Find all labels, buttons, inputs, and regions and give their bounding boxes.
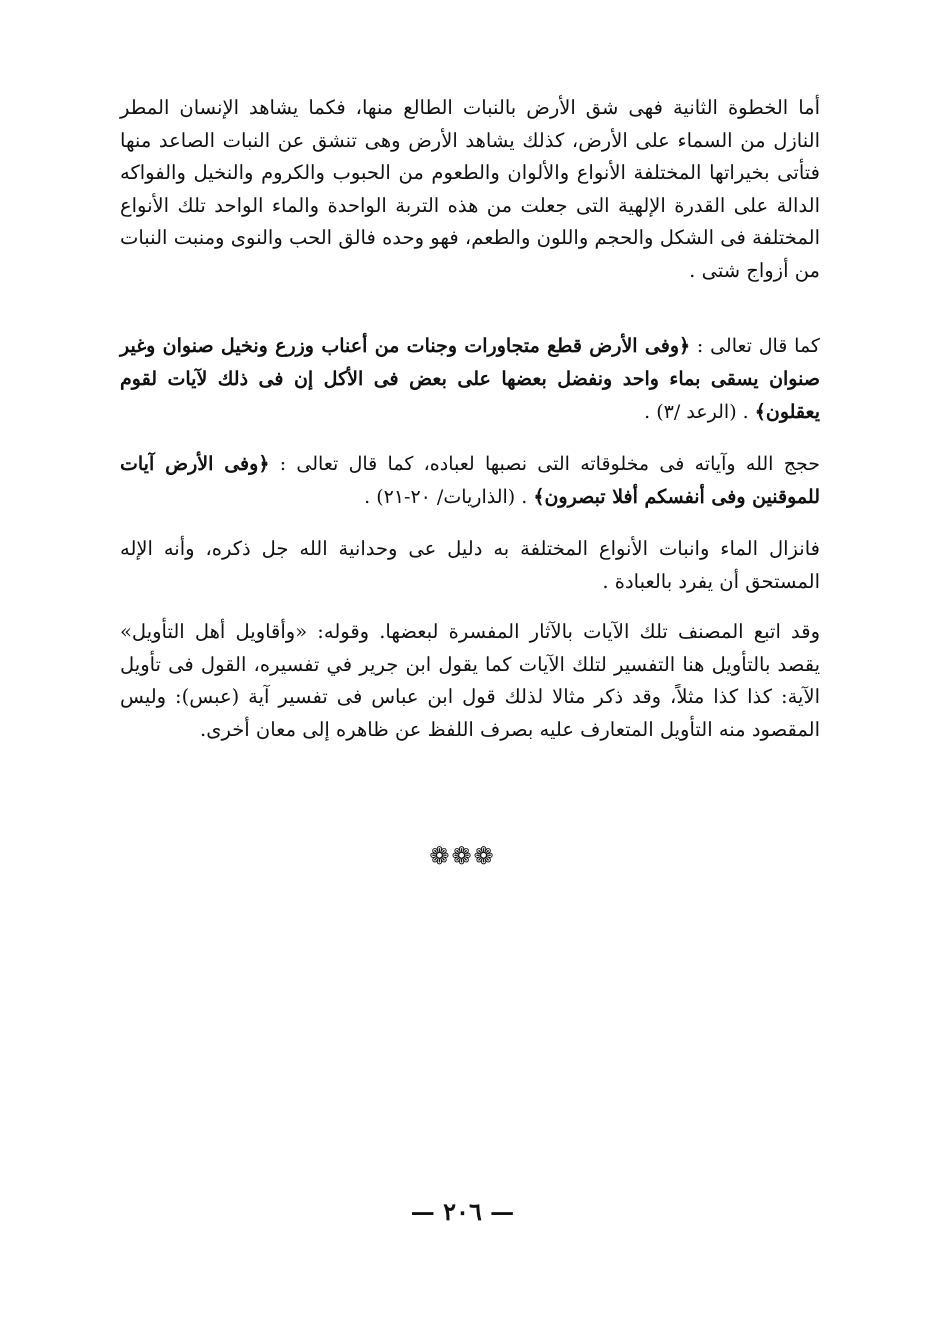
- verse-reference-raad: . (الرعد /٣) .: [644, 401, 749, 423]
- page-number: — ٢٠٦ —: [410, 1197, 515, 1226]
- paragraph-1: أما الخطوة الثانية فهى شق الأرض بالنبات الطالع منها، فكما يشاهد الإنسان المطر النازل من السماء على الأرض، كذلك يشاهد الأرض وهى تنشق عن النبات الصاعد منها فتأتى بخيراتها المختلفة الأنواع والألوان والطعوم من الحبوب والكروم والنخيل والفواكه الدالة على القدرة الإلهية التى جعلت من هذه التربة الواحدة والماء الواحد تلك الأنواع المختلفة فى الشكل والحجم واللون والطعم، فهو وحده فالق الحب والنوى ومنبت النبات من أزواج شتى .: [120, 96, 820, 282]
- paragraph-3-intro: حجج الله وآياته فى مخلوقاته التى نصبها لعباده، كما قال تعالى :: [269, 453, 820, 475]
- quran-verse-raad: ﴿وفى الأرض قطع متجاورات وجنات من أعناب وزرع ونخيل صنوان وغير صنوان يسقى بماء واحد ونفضل بعضها على بعض فى الأكل إن فى ذلك لآيات لقوم يعقلون﴾: [120, 335, 820, 423]
- paragraph-5: وقد اتبع المصنف تلك الآيات بالآثار المفسرة لبعضها. وقوله: «وأقاويل أهل التأويل» يقصد بالتأويل هنا التفسير لتلك الآيات كما يقول ابن جرير في تفسيره، القول فى تأويل الآية: كذا كذا مثلاً، وقد ذكر مثالا لذلك قول ابن عباس فى تفسير آية (عبس): وليس المقصود منه التأويل المتعارف عليه بصرف اللفظ عن ظاهره إلى معان أخرى.: [120, 620, 820, 741]
- paragraph-2: [120, 330, 820, 429]
- verse-reference-dhariyat: . (الذاريات/ ٢٠-٢١) .: [364, 486, 528, 508]
- paragraph-2-intro: كما قال تعالى :: [690, 335, 820, 357]
- section-separator: ❁❁❁: [429, 842, 496, 870]
- paragraph-4: فانزال الماء وانبات الأنواع المختلفة به دليل عى وحدانية الله جل ذكره، وأنه الإله المستحق أن يفرد بالعبادة .: [120, 537, 820, 593]
- quran-verse-dhariyat: ﴿وفى الأرض آيات للموقنين وفى أنفسكم أفلا تبصرون﴾: [120, 453, 820, 508]
- paragraph-3: [120, 448, 820, 514]
